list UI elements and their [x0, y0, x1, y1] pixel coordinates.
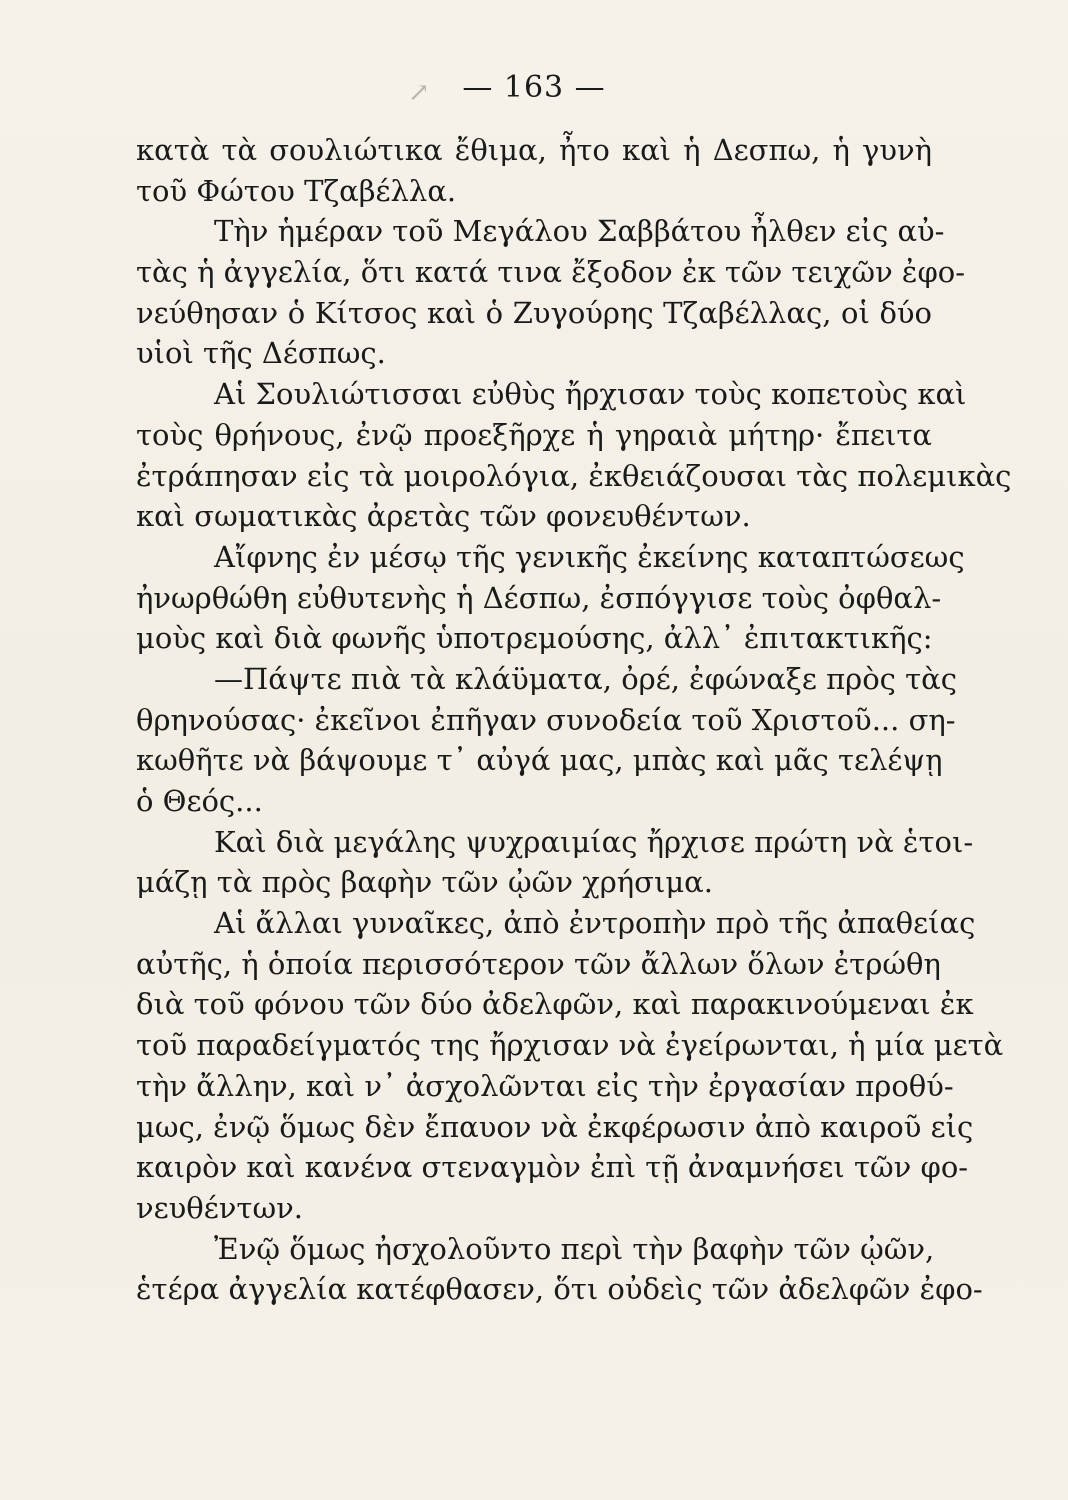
text-line: κωθῆτε νὰ βάψουμε τ᾽ αὐγά μας, μπὰς καὶ μᾶς τελέψῃ [136, 743, 943, 778]
text-line: Αἴφνης ἐν μέσῳ τῆς γενικῆς ἐκείνης καταπτώσεως [214, 539, 965, 574]
text-line: καιρὸν καὶ κανένα στεναγμὸν ἐπὶ τῇ ἀναμνήσει τῶν φο- [136, 1150, 969, 1185]
text-line: Ἐνῷ ὅμως ἠσχολοῦντο περὶ τὴν βαφὴν τῶν ᾠῶν, [214, 1231, 935, 1266]
pencil-mark-icon: ↗ [408, 78, 430, 108]
text-line: υἱοὶ τῆς Δέσπως. [136, 336, 386, 371]
text-line: καὶ σωματικὰς ἀρετὰς τῶν φονευθέντων. [136, 499, 751, 534]
text-line: κατὰ τὰ σουλιώτικα ἔθιμα, ἦτο καὶ ἡ Δεσπω, ἡ γυνὴ [136, 133, 932, 167]
text-line: —Πάψτε πιὰ τὰ κλάϋματα, ὀρέ, ἐφώναξε πρὸς τὰς [214, 661, 957, 696]
text-line: μως, ἐνῷ ὅμως δὲν ἔπαυον νὰ ἐκφέρωσιν ἀπὸ καιροῦ εἰς [136, 1109, 974, 1144]
body-text [136, 130, 1012, 1310]
text-line: τοῦ παραδείγματός της ἤρχισαν νὰ ἐγείρωνται, ἡ μία μετὰ [136, 1028, 1004, 1063]
page-number: — 163 — [462, 70, 606, 105]
text-line: τὰς ἡ ἀγγελία, ὅτι κατά τινα ἔξοδον ἐκ τῶν τειχῶν ἐφο- [136, 255, 966, 290]
text-line: διὰ τοῦ φόνου τῶν δύο ἀδελφῶν, καὶ παρακινούμεναι ἐκ [136, 987, 974, 1022]
text-line: μάζῃ τὰ πρὸς βαφὴν τῶν ᾠῶν χρήσιμα. [136, 865, 713, 900]
text-line: τὴν ἄλλην, καὶ ν᾽ ἀσχολῶνται εἰς τὴν ἐργασίαν προθύ- [136, 1068, 954, 1103]
text-line: θρηνούσας· ἐκεῖνοι ἐπῆγαν συνοδεία τοῦ Χριστοῦ... ση- [136, 702, 956, 737]
text-line: Καὶ διὰ μεγάλης ψυχραιμίας ἤρχισε πρώτη νὰ ἑτοι- [214, 824, 974, 859]
text-line: ἐτράπησαν εἰς τὰ μοιρολόγια, ἐκθειάζουσαι τὰς πολεμικὰς [136, 458, 1012, 493]
text-line: Τὴν ἡμέραν τοῦ Μεγάλου Σαββάτου ἦλθεν εἰς αὐ- [214, 214, 945, 249]
text-line: νεύθησαν ὁ Κίτσος καὶ ὁ Ζυγούρης Τζαβέλλας, οἱ δύο [136, 295, 932, 330]
text-line: ἠνωρθώθη εὐθυτενὴς ἡ Δέσπω, ἐσπόγγισε τοὺς ὀφθαλ- [136, 580, 942, 615]
text-line: Αἱ Σουλιώτισσαι εὐθὺς ἤρχισαν τοὺς κοπετοὺς καὶ [214, 377, 967, 412]
text-line: αὐτῆς, ἡ ὁποία περισσότερον τῶν ἄλλων ὅλων ἐτρώθη [136, 946, 941, 981]
text-line: μοὺς καὶ διὰ φωνῆς ὑποτρεμούσης, ἀλλ᾽ ἐπιτακτικῆς: [136, 621, 933, 656]
text-line: ὁ Θεός... [136, 784, 263, 818]
text-line: Αἱ ἄλλαι γυναῖκες, ἀπὸ ἐντροπὴν πρὸ τῆς ἀπαθείας [214, 906, 976, 941]
text-line: τοῦ Φώτου Τζαβέλλα. [136, 173, 457, 208]
text-line: νευθέντων. [136, 1190, 303, 1225]
text-line: ἑτέρα ἀγγελία κατέφθασεν, ὅτι οὐδεὶς τῶν ἀδελφῶν ἐφο- [136, 1272, 983, 1307]
text-line: τοὺς θρήνους, ἐνῷ προεξῆρχε ἡ γηραιὰ μήτηρ· ἔπειτα [136, 417, 932, 452]
